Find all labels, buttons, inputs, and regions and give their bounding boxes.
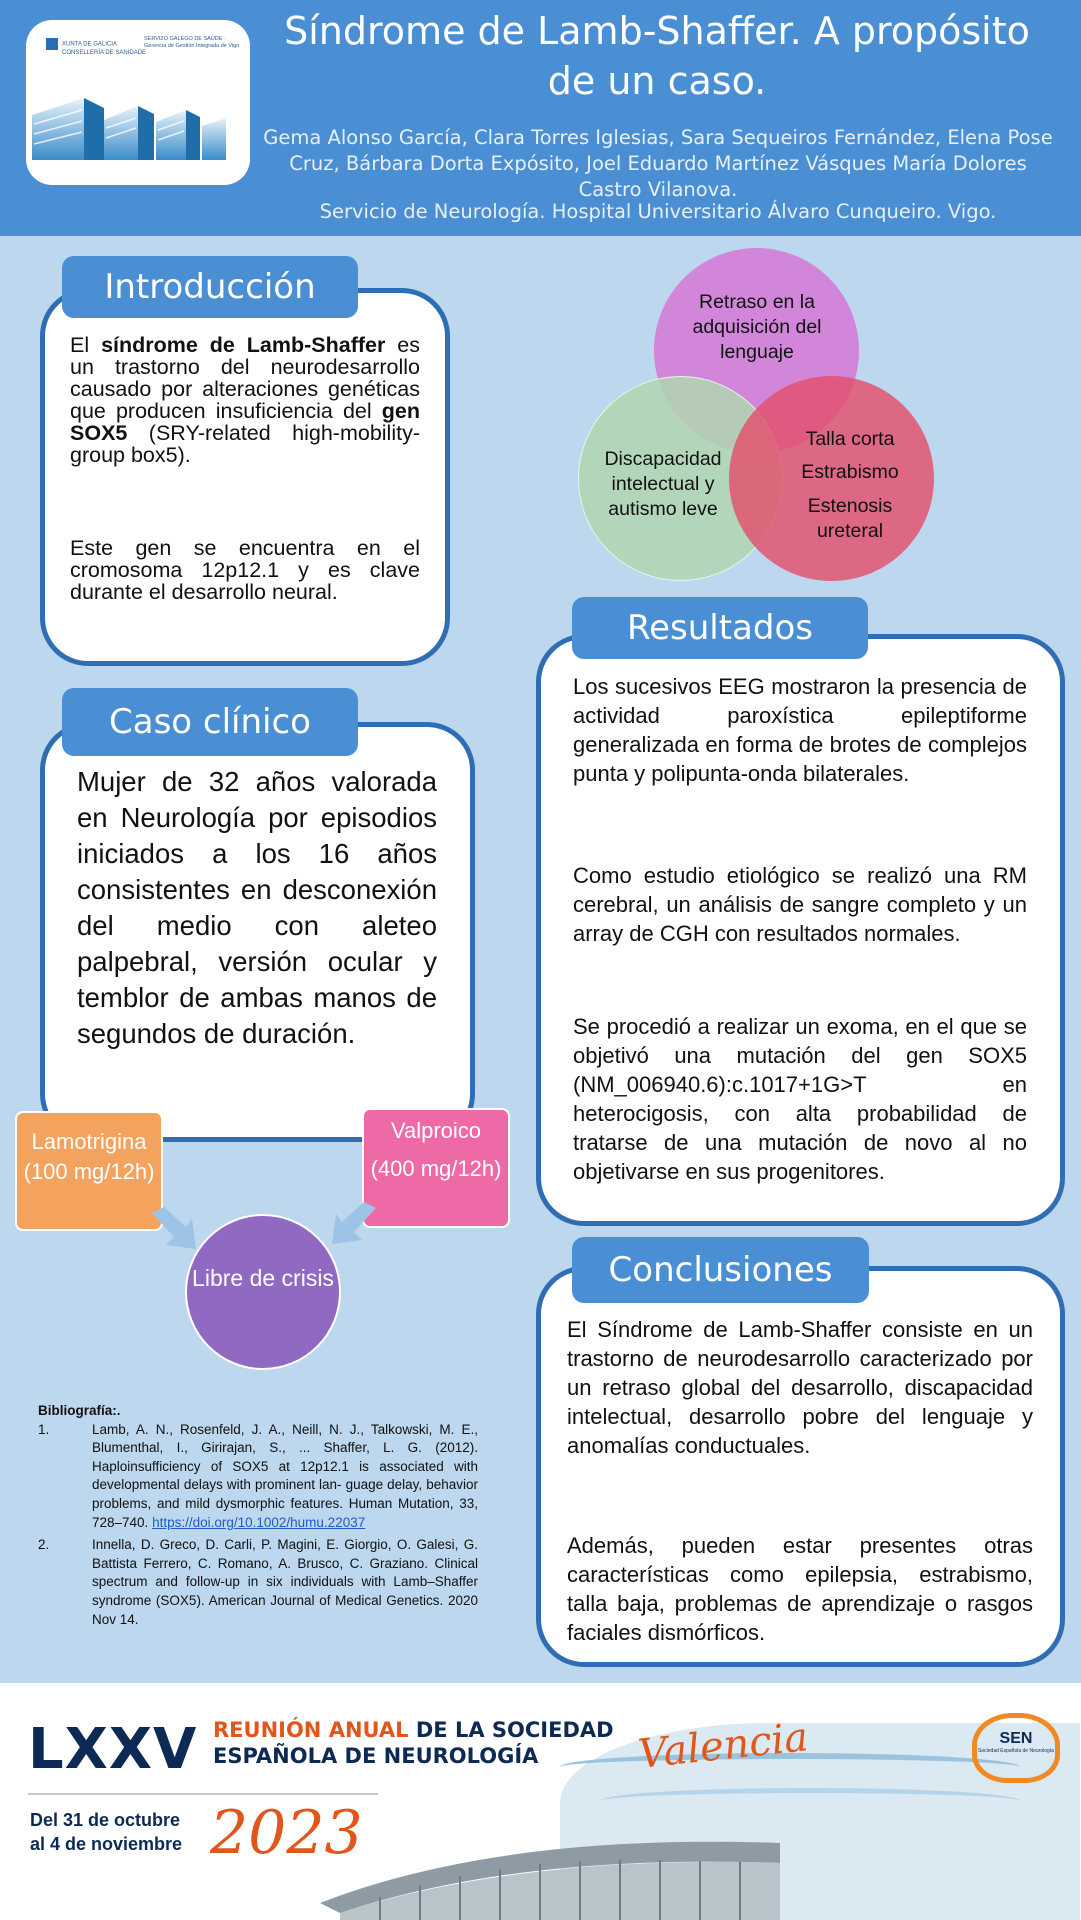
congress-name-line-1: REUNIÓN ANUAL DE LA SOCIEDAD — [213, 1718, 614, 1742]
sen-logo-subtitle: Sociedad Española de Neurología — [978, 1748, 1054, 1754]
poster-title: Síndrome de Lamb-Shaffer. A propósito de un caso. — [284, 9, 1030, 103]
case-paragraph: Mujer de 32 años valorada en Neurología por episodios iniciados a los 16 años consistentes en desconexión del medio con aleteo palpebral, versión ocular y temblor de ambas manos de segundos de duración. — [77, 766, 437, 1049]
venn-label-short-stature: Talla corta — [805, 428, 895, 450]
treatment-valproate — [362, 1108, 510, 1228]
outcome-seizure-free: Libre de crisis — [185, 1214, 341, 1370]
congress-footer — [0, 1683, 1081, 1920]
venn-label-strabismus: Estrabismo — [801, 461, 899, 483]
drug-name: Lamotrigina — [31, 1129, 147, 1154]
drug-dose: (400 mg/12h) — [370, 1156, 502, 1181]
sen-logo-text: SEN — [999, 1730, 1033, 1747]
arrow-left-down-icon — [328, 1200, 378, 1250]
logo-caption-2: SERVIZO GALEGO DE SAÚDE · Gerencia de Gestión Integrada de Vigo — [144, 36, 240, 49]
intro-paragraph-1: El síndrome de Lamb-Shaffer es un trastorno del neurodesarrollo causado por alteraciones genéticas que producen insuficiencia del gen SOX5 (SRY-related high-mobility-group box5). — [70, 333, 420, 467]
reference-text: Innella, D. Greco, D. Carli, P. Magini, E. Giorgio, O. Galesi, G. Battista Ferrero, C. Romano, A. Brusco, C. Graziano. Clinical spectrum and follow-up in six individuals with Lamb–Shaffer syndrome (SOX5). American Journal of Medical Genetics. 2020 Nov 14. — [92, 1537, 478, 1627]
bibliography — [38, 1402, 478, 1629]
case-heading: Caso clínico — [62, 688, 358, 756]
results-paragraph-1: Los sucesivos EEG mostraron la presencia de actividad paroxística epileptiforme generalizada en forma de brotes de complejos punta y polipunta-onda bilaterales. — [573, 674, 1027, 786]
conclusions-paragraph-1: El Síndrome de Lamb-Shaffer consiste en un trastorno de neurodesarrollo caracterizado por un retraso global del desarrollo, discapacidad intelectual, desarrollo pobre del lenguaje y anomalías conductuales. — [567, 1317, 1033, 1458]
results-paragraph-3: Se procedió a realizar un exoma, en el que se objetivó una mutación del gen SOX5 (NM_006940.6):c.1017+1G>T en heterocigosis, con alta probabilidad de tratarse de una mutación de novo al no objetivarse en sus progenitores. — [573, 1014, 1027, 1184]
footer-divider — [28, 1793, 378, 1795]
drug-dose: (100 mg/12h) — [23, 1159, 155, 1184]
congress-name-line-2: ESPAÑOLA DE NEUROLOGÍA — [213, 1744, 539, 1768]
results-paragraph-2: Como estudio etiológico se realizó una RM cerebral, un análisis de sangre completo y un array de CGH con resultados normales. — [573, 863, 1027, 946]
reference-text: Lamb, A. N., Rosenfeld, J. A., Neill, N. J., Talkowski, M. E., Blumenthal, I., Girirajan, S., ... Shaffer, L. G. (2012). Haploinsufficiency of SOX5 at 12p12.1 is associated with developmental delays with prominent lan- guage delay, behavior problems, and mild dysmorphic features. Human Mutation, 33, 728–740. — [92, 1421, 478, 1530]
reference-item — [38, 1421, 478, 1533]
hospital-building-icon — [26, 20, 250, 185]
poster-header — [0, 0, 1081, 236]
venn-label-stenosis: Estenosis ureteral — [807, 495, 893, 542]
intro-paragraph-2: Este gen se encuentra en el cromosoma 12p12.1 y es clave durante el desarrollo neural. — [70, 536, 420, 604]
dates-line-1: Del 31 de octubre — [30, 1810, 181, 1830]
venn-label-language: Retraso en la adquisición del lenguaje — [692, 291, 822, 363]
drug-name: Valproico — [390, 1118, 482, 1143]
congress-dates — [30, 1808, 182, 1856]
dates-line-2: al 4 de noviembre — [30, 1834, 183, 1854]
congress-year: 2023 — [210, 1798, 363, 1868]
conclusions-paragraph-2: Además, pueden estar presentes otras características como epilepsia, estrabismo, talla baja, problemas de aprendizaje o rasgos faciales dismórficos. — [567, 1533, 1033, 1645]
reference-number: 1. — [38, 1421, 50, 1437]
results-heading: Resultados — [572, 597, 868, 659]
treatment-lamotrigine — [15, 1111, 163, 1231]
reference-item — [38, 1536, 478, 1629]
congress-city: Valencia — [636, 1714, 811, 1778]
reference-number: 2. — [38, 1537, 50, 1553]
bibliography-heading: Bibliografía:. — [38, 1403, 121, 1418]
intro-heading: Introducción — [62, 256, 358, 318]
congress-edition: LXXV — [28, 1717, 198, 1782]
reference-doi-link[interactable]: https://doi.org/10.1002/humu.22037 — [152, 1514, 366, 1530]
authors: Gema Alonso García, Clara Torres Iglesias, Sara Sequeiros Fernández, Elena Pose Cruz, Bárbara Dorta Expósito, Joel Eduardo Martínez Vásques María Dolores Castro Vilanova. — [263, 126, 1053, 201]
venn-label-intellectual: Discapacidad intelectual y autismo leve — [604, 448, 722, 520]
congress-building-icon — [300, 1793, 800, 1920]
logo-caption: XUNTA DE GALICIA CONSELLERÍA DE SANIDADE — [46, 38, 146, 57]
affiliation: Servicio de Neurología. Hospital Universitario Álvaro Cunqueiro. Vigo. — [319, 200, 997, 223]
hospital-logo — [26, 20, 250, 185]
sen-logo — [972, 1713, 1060, 1783]
arrow-right-down-icon — [150, 1205, 200, 1255]
conclusions-heading: Conclusiones — [572, 1237, 869, 1303]
